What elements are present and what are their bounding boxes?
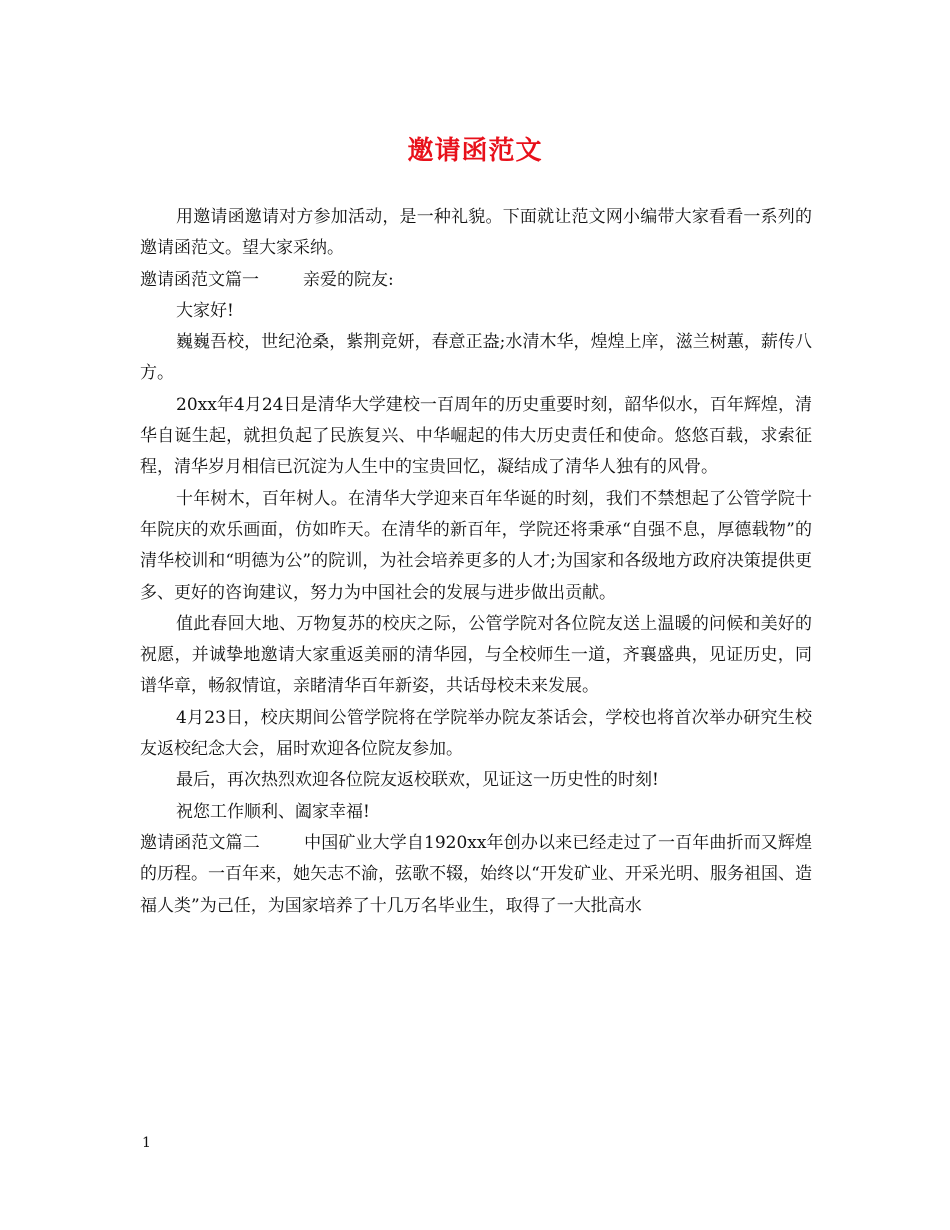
section1-paragraph-6: 最后，再次热烈欢迎各位院友返校联欢，见证这一历史性的时刻! [176, 770, 659, 791]
document-title: 邀请函范文 [407, 136, 543, 166]
intro-paragraph: 用邀请函邀请对方参加活动，是一种礼貌。下面就让范文网小编带大家看看一系列的邀请函范文。望大家采纳。 [140, 207, 812, 259]
section1-paragraph-2: 20xx年4月24日是清华大学建校一百周年的历史重要时刻，韶华似水，百年辉煌，清华自诞生起，就担负起了民族复兴、中华崛起的伟大历史责任和使命。悠悠百载，求索征程，清华岁月相信已沉淀为人生中的宝贵回忆，凝结成了清华人独有的风骨。 [140, 394, 812, 478]
section2-heading: 邀请函范文篇二 [140, 832, 260, 853]
section1-closing: 祝您工作顺利、阖家幸福! [176, 801, 370, 822]
page-number: 1 [142, 1135, 151, 1151]
section1-paragraph-3: 十年树木，百年树人。在清华大学迎来百年华诞的时刻，我们不禁想起了公管学院十年院庆的欢乐画面，仿如昨天。在清华的新百年，学院还将秉承“自强不息，厚德载物”的清华校训和“明德为公”的院训，为社会培养更多的人才;为国家和各级地方政府决策提供更多、更好的咨询建议，努力为中国社会的发展与进步做出贡献。 [140, 488, 812, 603]
section1-salutation: 亲爱的院友: [303, 269, 394, 290]
section1-header-line [140, 265, 812, 296]
document-body [140, 202, 812, 922]
section1-greeting: 大家好! [176, 300, 234, 321]
section2-paragraph-1: 中国矿业大学自1920xx年创办以来已经走过了一百年曲折而又辉煌的历程。一百年来，她矢志不渝，弦歌不辍，始终以“开发矿业、开采光明、服务祖国、造福人类”为己任，为国家培养了十几万名毕业生，取得了一大批高水 [140, 832, 813, 916]
section1-paragraph-4: 值此春回大地、万物复苏的校庆之际，公管学院对各位院友送上温暖的问候和美好的祝愿，并诚挚地邀请大家重返美丽的清华园，与全校师生一道，齐襄盛典，见证历史，同谱华章，畅叙情谊，亲睹清华百年新姿，共话母校未来发展。 [140, 613, 812, 697]
section1-paragraph-5: 4月23日，校庆期间公管学院将在学院举办院友茶话会，学校也将首次举办研究生校友返校纪念大会，届时欢迎各位院友参加。 [140, 707, 812, 760]
section1-heading: 邀请函范文篇一 [140, 269, 259, 290]
section2-paragraph [140, 828, 812, 922]
section1-paragraph-1: 巍巍吾校，世纪沧桑，紫荆竞妍，春意正盎;水清木华，煌煌上庠，滋兰树蕙，薪传八方。 [140, 332, 812, 384]
